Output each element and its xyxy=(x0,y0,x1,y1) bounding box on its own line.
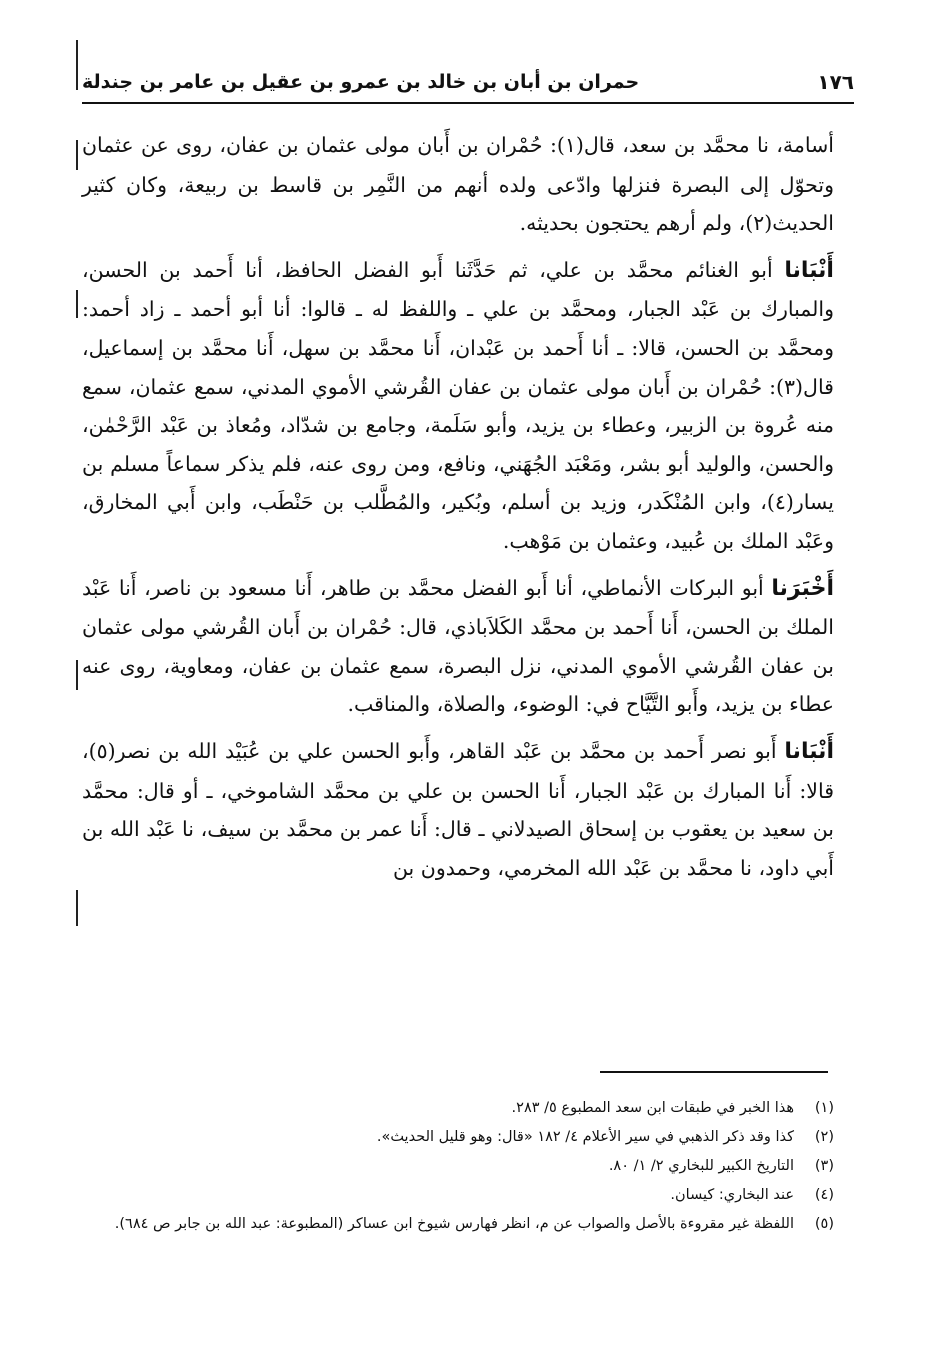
scan-edge-mark xyxy=(76,40,78,90)
page-header xyxy=(82,62,854,104)
footnote-text: عند البخاري: كيسان. xyxy=(670,1187,794,1203)
paragraph-text: أسامة، نا محمَّد بن سعد، قال(١): حُمْران بن أَبان مولى عثمان بن عفان، روى عن عثمان وتحوّل إلى البصرة فنزلها وادّعى ولده أنهم من النَّمِر بن قاسط بن ربيعة، وكان كثير الحديث(٢)، ولم أرهم يحتجون بحديثه. xyxy=(82,133,834,236)
paragraph-lead: أَنْبَانا xyxy=(784,738,834,764)
footnote xyxy=(82,1094,834,1123)
footnote-text: التاريخ الكبير للبخاري ٢/ ١/ ٨٠. xyxy=(608,1158,794,1174)
scan-edge-mark xyxy=(76,290,78,318)
scan-edge-mark xyxy=(76,660,78,690)
footnote-separator xyxy=(600,1071,828,1073)
footnotes xyxy=(82,1094,834,1239)
footnote-text: هذا الخبر في طبقات ابن سعد المطبوع ٥/ ٢٨٣. xyxy=(511,1100,794,1116)
paragraph xyxy=(82,732,834,887)
footnote-text: كذا وقد ذكر الذهبي في سير الأعلام ٤/ ١٨٢ «قال: وهو قليل الحديث». xyxy=(376,1129,794,1145)
scan-edge-mark xyxy=(76,140,78,170)
running-head: حمران بن أبان بن خالد بن عمرو بن عقيل بن عامر بن جندلة xyxy=(82,71,640,93)
footnote-number: (٥) xyxy=(814,1216,834,1232)
paragraph-lead: أَخْبَرَنا xyxy=(771,575,834,601)
paragraph-text: أبو الغنائم محمَّد بن علي، ثم حَدَّثَنا أَبو الفضل الحافظ، أنا أَحمد بن الحسن، والمبارك بن عَبْد الجبار، ومحمَّد بن علي ـ واللفظ له ـ قالوا: أنا أبو أحمد ـ زاد أحمد: ومحمَّد بن الحسن، قالا: ـ أنا أَحمد بن عَبْدان، أَنا محمَّد بن سهل، أَنا محمَّد بن إسماعيل، قال(٣): حُمْران بن أَبان مولى عثمان بن عفان القُرشي الأموي المدني، سمع عثمان، سمع منه عُروة بن الزبير، وعطاء بن يزيد، وأبو سَلَمة، وجامع بن شدّاد، ومُعاذ بن عَبْد الرَّحْمٰن، والحسن، والوليد أبو بشر، ومَعْبَد الجُهَني، ونافع، ومن روى عنه، فلم يذكر سماعاً مسلم بن يسار(٤)، وابن المُنْكَدر، وزيد بن أسلم، وبُكير، والمُطَّلب بن حَنْطَب، وابن أَبي المخارق، وعَبْد الملك بن عُبيد، وعثمان بن مَوْهب. xyxy=(82,257,834,553)
paragraph xyxy=(82,569,834,724)
paragraph xyxy=(82,126,834,243)
footnote xyxy=(82,1181,834,1210)
footnote-number: (٤) xyxy=(814,1187,834,1203)
footnote-number: (٣) xyxy=(814,1158,834,1174)
footnote xyxy=(82,1123,834,1152)
paragraph-lead: أَنْبَانا xyxy=(784,257,834,283)
footnote xyxy=(82,1152,834,1181)
main-text xyxy=(82,126,834,895)
paragraph-text: أَبو نصر أَحمد بن محمَّد بن عَبْد القاهر، وأَبو الحسن علي بن عُبَيْد الله بن نصر(٥)، قالا: أَنا المبارك بن عَبْد الجبار، أَنا الحسن بن علي بن محمَّد الشاموخي، ـ أو قال: محمَّد بن سعيد بن يعقوب بن إسحاق الصيدلاني ـ قال: أَنا عمر بن محمَّد بن سيف، نا عَبْد الله بن أَبي داود، نا محمَّد بن عَبْد الله المخرمي، وحمدون بن xyxy=(82,738,834,880)
paragraph xyxy=(82,251,834,561)
footnote xyxy=(82,1210,834,1239)
paragraph-text: أبو البركات الأنماطي، أنا أَبو الفضل محمَّد بن طاهر، أَنا مسعود بن ناصر، أَنا عَبْد الملك بن الحسن، أَنا أَحمد بن محمَّد الكَلاَباذي، قال: حُمْران بن أَبان القُرشي مولى عثمان بن عفان القُرشي الأموي المدني، نزل البصرة، سمع عثمان بن عفان، ومعاوية، روى عنه عطاء بن يزيد، وأَبو التَّيَّاح في: الوضوء، والصلاة، والمناقب. xyxy=(82,575,834,717)
footnote-number: (٢) xyxy=(814,1129,834,1145)
scan-edge-mark xyxy=(76,890,78,926)
footnote-text: اللفظة غير مقروءة بالأصل والصواب عن م، انظر فهارس شيوخ ابن عساكر (المطبوعة: عبد الله بن جابر ص ٦٨٤). xyxy=(114,1216,794,1232)
footnote-number: (١) xyxy=(814,1100,834,1116)
page-number: ١٧٦ xyxy=(817,70,854,94)
